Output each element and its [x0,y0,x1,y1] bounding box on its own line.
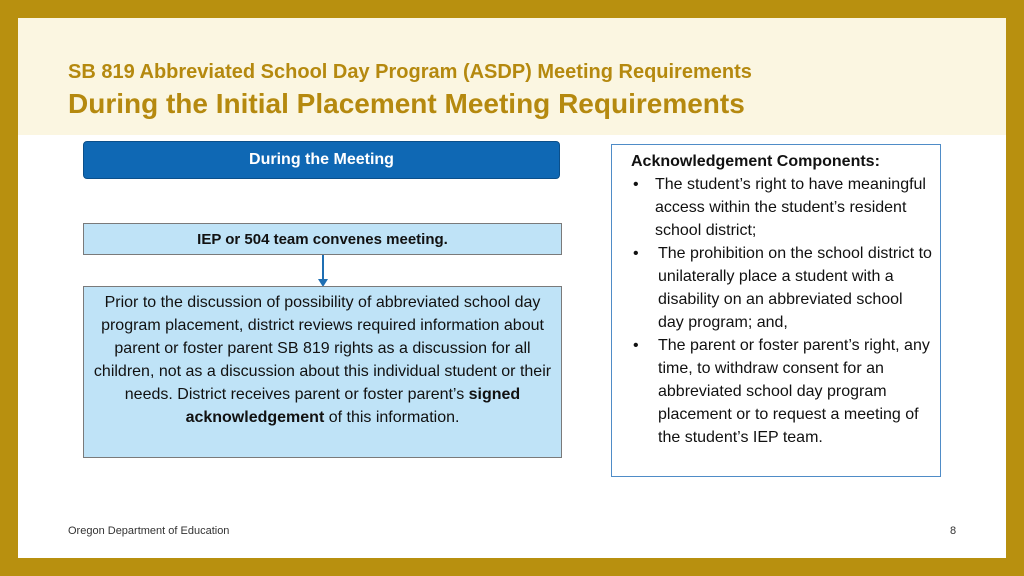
header-band [18,18,1006,135]
signed-acknowledgement-text: signed acknowledgement [185,386,521,426]
acknowledgement-item-text: The parent or foster parent’s right, any time, to withdraw consent for an abbreviated school day program placement or to request a meeting of the student’s IEP team. [658,337,930,446]
slide [18,18,1006,558]
page-number: 8 [950,525,957,537]
prior-discussion-box [83,286,562,458]
slide-subtitle: SB 819 Abbreviated School Day Program (ASDP) Meeting Requirements [68,61,752,83]
acknowledgement-item [631,242,932,334]
acknowledgement-item-text: The prohibition on the school district to unilaterally place a student with a disability on an abbreviated school day program; and, [658,245,932,331]
during-meeting-banner: During the Meeting [83,141,560,179]
prior-discussion-text-end: of this information. [324,409,460,426]
bullet-icon: • [633,245,639,262]
bullet-icon: • [633,337,639,354]
acknowledgement-item [631,334,932,449]
acknowledgement-item-text: The student’s right to have meaningful access within the student’s resident school district; [655,176,926,239]
acknowledgement-item [631,173,932,242]
acknowledgement-title: Acknowledgement Components: [631,153,880,170]
flow-arrow-line [322,255,324,280]
prior-discussion-text: Prior to the discussion of possibility of abbreviated school day program placement, district reviews required information about parent or foster parent SB 819 rights as a discussion for all children, not as a discussion about this individual student or their needs. District receives parent or foster parent’s [93,294,552,403]
bullet-icon: • [633,176,639,193]
acknowledgement-components-box [611,144,941,477]
slide-title: During the Initial Placement Meeting Requirements [68,88,745,119]
team-convenes-box: IEP or 504 team convenes meeting. [83,223,562,255]
footer-organization: Oregon Department of Education [68,525,230,537]
